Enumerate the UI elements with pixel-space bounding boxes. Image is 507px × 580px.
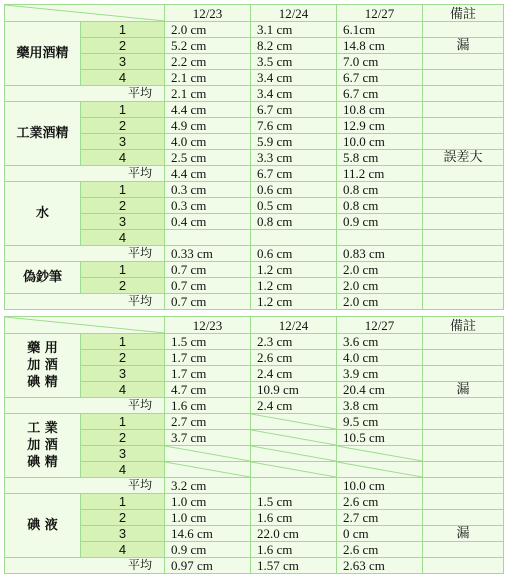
trial-number: 1: [81, 262, 165, 278]
measurement: 0 cm: [337, 526, 423, 542]
empty-cell-crossed: [251, 462, 337, 478]
group-label-line: 加 酒: [27, 358, 58, 373]
measurement: 2.7 cm: [337, 510, 423, 526]
remark: [423, 182, 504, 198]
trial-number: 3: [81, 526, 165, 542]
average-value: 3.8 cm: [337, 398, 423, 414]
date-header: 12/27: [337, 317, 423, 334]
empty-cell-crossed: [165, 446, 251, 462]
remark: [423, 198, 504, 214]
remark: [423, 246, 504, 262]
average-label: 平均: [5, 294, 165, 310]
measurement: 6.1cm: [337, 22, 423, 38]
group-label-line: 碘 精: [27, 375, 58, 390]
remark: [423, 54, 504, 70]
remark: [423, 334, 504, 350]
measurement: 3.6 cm: [337, 334, 423, 350]
measurement: 20.4 cm: [337, 382, 423, 398]
trial-number: 3: [81, 54, 165, 70]
trial-number: 4: [81, 462, 165, 478]
remark: [423, 22, 504, 38]
group-label: 偽鈔筆: [5, 262, 81, 294]
date-header: 12/23: [165, 317, 251, 334]
measurement: 1.7 cm: [165, 350, 251, 366]
measurement: 0.3 cm: [165, 198, 251, 214]
date-header: 12/23: [165, 5, 251, 22]
trial-number: 1: [81, 414, 165, 430]
empty-cell-crossed: [337, 462, 423, 478]
trial-number: 2: [81, 430, 165, 446]
remark: [423, 414, 504, 430]
measurement: 2.0 cm: [337, 262, 423, 278]
measurement: 1.2 cm: [251, 262, 337, 278]
trial-number: 2: [81, 278, 165, 294]
measurement: 2.7 cm: [165, 414, 251, 430]
measurement: 0.9 cm: [165, 542, 251, 558]
group-label-line: 碘 精: [27, 455, 58, 470]
trial-number: 1: [81, 494, 165, 510]
measurement: [165, 230, 251, 246]
average-value: 0.7 cm: [165, 294, 251, 310]
measurement: 4.7 cm: [165, 382, 251, 398]
average-label: 平均: [5, 166, 165, 182]
measurement: 12.9 cm: [337, 118, 423, 134]
average-label: 平均: [5, 558, 165, 574]
measurement: 0.9 cm: [337, 214, 423, 230]
measurement: 1.0 cm: [165, 494, 251, 510]
measurement: 2.0 cm: [337, 278, 423, 294]
empty-cell-crossed: [337, 446, 423, 462]
average-value: 6.7 cm: [251, 166, 337, 182]
header-corner: [5, 317, 165, 334]
remark: 漏: [423, 382, 504, 398]
trial-number: 4: [81, 542, 165, 558]
measurement: 2.2 cm: [165, 54, 251, 70]
remark: [423, 214, 504, 230]
average-value: 0.83 cm: [337, 246, 423, 262]
trial-number: 1: [81, 102, 165, 118]
measurement: 5.8 cm: [337, 150, 423, 166]
remark: [423, 510, 504, 526]
measurement: 3.5 cm: [251, 54, 337, 70]
measurement: 7.0 cm: [337, 54, 423, 70]
average-value: 10.0 cm: [337, 478, 423, 494]
group-label: 水: [5, 182, 81, 246]
trial-number: 4: [81, 230, 165, 246]
remark: [423, 166, 504, 182]
empty-cell-crossed: [251, 446, 337, 462]
average-value: 11.2 cm: [337, 166, 423, 182]
empty-cell-crossed: [251, 430, 337, 446]
average-value: 0.97 cm: [165, 558, 251, 574]
remark: 漏: [423, 38, 504, 54]
measurement: [251, 230, 337, 246]
measurement: 1.6 cm: [251, 542, 337, 558]
average-label: 平均: [5, 398, 165, 414]
date-header: 12/24: [251, 5, 337, 22]
trial-number: 3: [81, 446, 165, 462]
average-value: [251, 478, 337, 494]
group-label: 藥用酒精: [5, 22, 81, 86]
measurement: 0.7 cm: [165, 278, 251, 294]
measurement: 3.4 cm: [251, 70, 337, 86]
measurement: 2.6 cm: [251, 350, 337, 366]
average-value: 4.4 cm: [165, 166, 251, 182]
measurement: 2.6 cm: [337, 494, 423, 510]
measurement: 1.6 cm: [251, 510, 337, 526]
remark: [423, 558, 504, 574]
measurement: 3.7 cm: [165, 430, 251, 446]
remark: [423, 118, 504, 134]
average-value: 2.0 cm: [337, 294, 423, 310]
trial-number: 4: [81, 70, 165, 86]
remark: 漏: [423, 526, 504, 542]
measurement: 3.3 cm: [251, 150, 337, 166]
measurement: 8.2 cm: [251, 38, 337, 54]
remark: [423, 494, 504, 510]
header-corner: [5, 5, 165, 22]
measurement: 0.4 cm: [165, 214, 251, 230]
measurement: 4.0 cm: [337, 350, 423, 366]
measurement: 4.4 cm: [165, 102, 251, 118]
empty-cell-crossed: [165, 462, 251, 478]
trial-number: 1: [81, 334, 165, 350]
measurement: 0.8 cm: [251, 214, 337, 230]
average-value: 2.4 cm: [251, 398, 337, 414]
average-value: 6.7 cm: [337, 86, 423, 102]
trial-number: 2: [81, 350, 165, 366]
average-label: 平均: [5, 246, 165, 262]
trial-number: 2: [81, 118, 165, 134]
measurement: 2.3 cm: [251, 334, 337, 350]
measurement: 1.2 cm: [251, 278, 337, 294]
group-label-line: 藥 用: [27, 341, 58, 356]
trial-number: 4: [81, 382, 165, 398]
measurement: 2.0 cm: [165, 22, 251, 38]
group-label: [5, 494, 81, 558]
date-header: 12/27: [337, 5, 423, 22]
trial-number: 4: [81, 150, 165, 166]
remark: [423, 70, 504, 86]
results-table-2: [4, 316, 504, 574]
remark: [423, 542, 504, 558]
remark: [423, 134, 504, 150]
measurement: 3.9 cm: [337, 366, 423, 382]
measurement: 14.8 cm: [337, 38, 423, 54]
remark: [423, 478, 504, 494]
measurement: 1.5 cm: [165, 334, 251, 350]
remarks-header: 備註: [423, 317, 504, 334]
measurement: 10.9 cm: [251, 382, 337, 398]
average-value: 0.6 cm: [251, 246, 337, 262]
average-value: 2.1 cm: [165, 86, 251, 102]
remark: [423, 102, 504, 118]
average-label: 平均: [5, 478, 165, 494]
average-value: 1.6 cm: [165, 398, 251, 414]
measurement: 0.8 cm: [337, 182, 423, 198]
average-value: 1.57 cm: [251, 558, 337, 574]
measurement: 2.5 cm: [165, 150, 251, 166]
measurement: 6.7 cm: [337, 70, 423, 86]
group-label-line: 加 酒: [27, 438, 58, 453]
remark: [423, 462, 504, 478]
measurement: 10.5 cm: [337, 430, 423, 446]
results-table-1: [4, 4, 504, 310]
measurement: 14.6 cm: [165, 526, 251, 542]
measurement: 4.0 cm: [165, 134, 251, 150]
group-label-line: 碘 液: [27, 518, 58, 533]
measurement: 0.8 cm: [337, 198, 423, 214]
average-value: 0.33 cm: [165, 246, 251, 262]
measurement: 6.7 cm: [251, 102, 337, 118]
remark: 誤差大: [423, 150, 504, 166]
remark: [423, 398, 504, 414]
group-label: 工業酒精: [5, 102, 81, 166]
average-value: 1.2 cm: [251, 294, 337, 310]
remark: [423, 446, 504, 462]
measurement: 4.9 cm: [165, 118, 251, 134]
measurement: 10.8 cm: [337, 102, 423, 118]
measurement: 9.5 cm: [337, 414, 423, 430]
trial-number: 3: [81, 134, 165, 150]
measurement: 5.9 cm: [251, 134, 337, 150]
measurement: 22.0 cm: [251, 526, 337, 542]
measurement: 7.6 cm: [251, 118, 337, 134]
remark: [423, 262, 504, 278]
measurement: 0.6 cm: [251, 182, 337, 198]
measurement: 2.6 cm: [337, 542, 423, 558]
group-label: [5, 414, 81, 478]
trial-number: 2: [81, 198, 165, 214]
remark: [423, 430, 504, 446]
measurement: 5.2 cm: [165, 38, 251, 54]
remarks-header: 備註: [423, 5, 504, 22]
remark: [423, 278, 504, 294]
measurement: 0.5 cm: [251, 198, 337, 214]
date-header: 12/24: [251, 317, 337, 334]
remark: [423, 366, 504, 382]
average-value: 2.63 cm: [337, 558, 423, 574]
trial-number: 1: [81, 182, 165, 198]
measurement: 1.5 cm: [251, 494, 337, 510]
group-label-line: 工 業: [27, 421, 58, 436]
trial-number: 3: [81, 366, 165, 382]
measurement: 3.1 cm: [251, 22, 337, 38]
trial-number: 1: [81, 22, 165, 38]
measurement: [337, 230, 423, 246]
remark: [423, 350, 504, 366]
measurement: 0.7 cm: [165, 262, 251, 278]
measurement: 2.1 cm: [165, 70, 251, 86]
group-label: [5, 334, 81, 398]
measurement: 1.0 cm: [165, 510, 251, 526]
remark: [423, 86, 504, 102]
average-value: 3.2 cm: [165, 478, 251, 494]
empty-cell-crossed: [251, 414, 337, 430]
remark: [423, 294, 504, 310]
average-label: 平均: [5, 86, 165, 102]
measurement: 2.4 cm: [251, 366, 337, 382]
trial-number: 2: [81, 510, 165, 526]
measurement: 1.7 cm: [165, 366, 251, 382]
trial-number: 2: [81, 38, 165, 54]
trial-number: 3: [81, 214, 165, 230]
measurement: 0.3 cm: [165, 182, 251, 198]
measurement: 10.0 cm: [337, 134, 423, 150]
average-value: 3.4 cm: [251, 86, 337, 102]
remark: [423, 230, 504, 246]
